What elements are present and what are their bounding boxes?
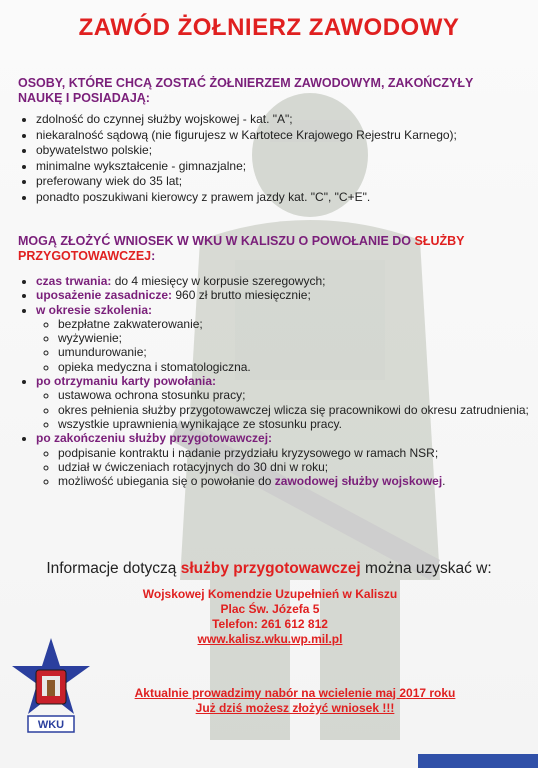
notice-line-2: Już dziś możesz złożyć wniosek !!!: [195, 701, 395, 715]
list-item: [36, 288, 536, 302]
sublist-item: ◦ udział w ćwiczeniach rotacyjnych do 30 dni w roku;: [58, 460, 536, 474]
requirements-heading: OSOBY, KTÓRE CHCĄ ZOSTAĆ ŻOŁNIERZEM ZAWODOWYM, ZAKOŃCZYŁY NAUKĘ I POSIADAJĄ:: [18, 76, 474, 105]
list-item: • minimalne wykształcenie - gimnazjalne;: [36, 159, 536, 174]
requirements-list: [18, 112, 536, 205]
salary-label: uposażenie zasadnicze:: [36, 288, 173, 303]
list-item: [36, 431, 536, 488]
after-label: po zakończeniu służby przygotowawczej:: [36, 431, 273, 446]
list-item: • ponadto poszukiwani kierowcy z prawem jazdy kat. "C", "C+E".: [36, 190, 536, 205]
sublist-item: ◦ okres pełnienia służby przygotowawczej wlicza się pracownikowi do okresu zatrudnienia;: [58, 403, 536, 417]
application-heading-text: MOGĄ ZŁOŻYĆ WNIOSEK W WKU W KALISZU O POWOŁANIE DO: [18, 234, 415, 248]
duration-value: do 4 miesięcy w korpusie szeregowych;: [111, 274, 326, 288]
card-label: po otrzymaniu karty powołania:: [36, 374, 217, 389]
info-prefix: Informacje dotyczą: [46, 560, 181, 577]
bottom-color-bar: [418, 754, 538, 768]
sublist-item: ◦ opieka medyczna i stomatologiczna.: [58, 360, 536, 374]
sublist-item: ◦ bezpłatne zakwaterowanie;: [58, 317, 536, 331]
sublist-item: ◦ umundurowanie;: [58, 345, 536, 359]
salary-value: 960 zł brutto miesięcznie;: [172, 288, 311, 303]
list-item: • obywatelstwo polskie;: [36, 143, 536, 158]
info-highlight: służby przygotowawczej: [180, 560, 361, 577]
list-item: • niekaralność sądową (nie figurujesz w Kartotece Krajowego Rejestru Karnego);: [36, 128, 536, 143]
address-phone: Telefon: 261 612 812: [212, 617, 328, 631]
list-item: • zdolność do czynnej służby wojskowej - kat. "A";: [36, 112, 536, 127]
wku-emblem-icon: [8, 636, 94, 736]
duration-label: czas trwania:: [36, 274, 112, 288]
sublist-item: [58, 474, 536, 488]
after-last-bold: zawodowej służby wojskowej: [274, 474, 443, 489]
website-link[interactable]: www.kalisz.wku.wp.mil.pl: [197, 632, 343, 646]
application-heading: [18, 234, 518, 264]
contact-address: [120, 587, 420, 647]
sublist-item: ◦ podpisanie kontraktu i nadanie przydziału kryzysowego w ramach NSR;: [58, 446, 536, 460]
training-label: w okresie szkolenia:: [36, 302, 153, 317]
after-last-suffix: .: [442, 474, 446, 489]
address-street: Plac Św. Józefa 5: [220, 602, 320, 616]
training-sublist: [36, 317, 536, 374]
card-sublist: [36, 388, 536, 431]
address-office: Wojskowej Komendzie Uzupełnień w Kaliszu: [142, 587, 398, 601]
list-item: • preferowany wiek do 35 lat;: [36, 174, 536, 189]
page-title: ZAWÓD ŻOŁNIERZ ZAWODOWY: [78, 14, 460, 41]
benefits-list: [18, 274, 536, 488]
after-last-prefix: możliwość ubiegania się o powołanie do: [58, 474, 275, 489]
application-heading-suffix: :: [151, 249, 156, 263]
recruitment-notice: [130, 686, 460, 716]
application-heading-highlight: SŁUŻBY PRZYGOTOWAWCZEJ: [18, 234, 465, 263]
list-item: [36, 303, 536, 374]
info-suffix: można uzyskać w:: [360, 560, 492, 577]
sublist-item: ◦ ustawowa ochrona stosunku pracy;: [58, 388, 536, 402]
sublist-item: ◦ wyżywienie;: [58, 331, 536, 345]
notice-line-1: Aktualnie prowadzimy nabór na wcielenie maj 2017 roku: [134, 686, 456, 700]
emblem-label: WKU: [37, 719, 65, 731]
list-item: [36, 374, 536, 431]
after-sublist: [36, 446, 536, 489]
info-line: [0, 560, 538, 578]
sublist-item: ◦ wszystkie uprawnienia wynikające ze stosunku pracy.: [58, 417, 536, 431]
list-item: [36, 274, 536, 288]
